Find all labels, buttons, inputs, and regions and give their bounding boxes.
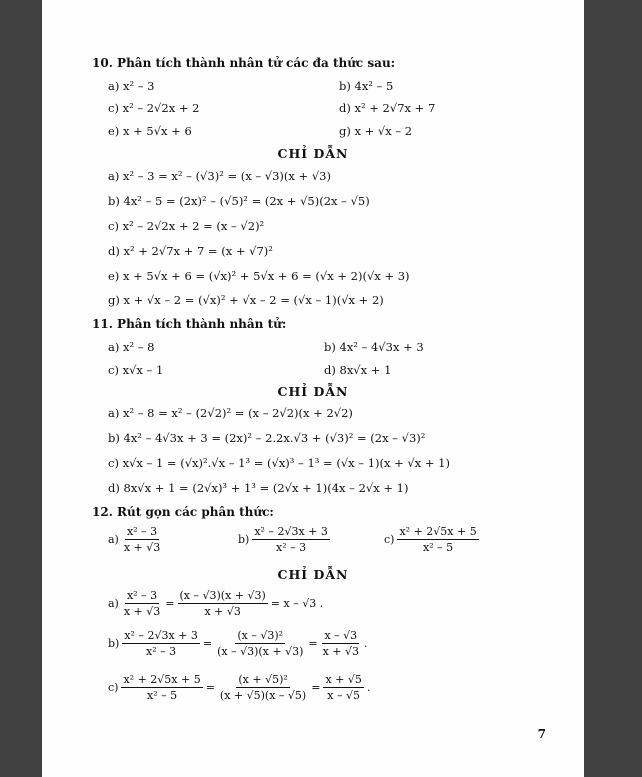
numerator: (x + √5)² bbox=[238, 673, 288, 686]
p12-item-c bbox=[384, 525, 482, 554]
p11-item-a: a) x² – 8 bbox=[108, 340, 155, 354]
p10-item-a: a) x² – 3 bbox=[108, 79, 155, 93]
numerator: x² – 3 bbox=[127, 589, 158, 602]
numerator: x² + 2√5x + 5 bbox=[123, 673, 201, 686]
p11-solution-c: c) x√x – 1 = (√x)².√x – 1³ = (√x)³ – 1³ = (√x – 1)(x + √x + 1) bbox=[108, 456, 450, 470]
p10-item-c: c) x² – 2√2x + 2 bbox=[108, 101, 200, 115]
p10-solution-c: c) x² – 2√2x + 2 = (x – √2)² bbox=[108, 219, 265, 233]
result-tail: . bbox=[364, 637, 368, 650]
p12-solution-a bbox=[108, 589, 323, 618]
fraction bbox=[178, 589, 268, 618]
p10-solution-b: b) 4x² – 5 = (2x)² – (√5)² = (2x + √5)(2x – √5) bbox=[108, 194, 370, 208]
denominator: (x – √3)(x + √3) bbox=[217, 645, 304, 658]
p12-item-b-fraction bbox=[252, 525, 330, 554]
numerator: x + √5 bbox=[325, 673, 362, 686]
numerator: (x – √3)(x + √3) bbox=[179, 589, 266, 602]
denominator: x² – 5 bbox=[423, 541, 454, 554]
denominator: x + √3 bbox=[322, 645, 360, 658]
p11-solution-b: b) 4x² – 4√3x + 3 = (2x)² – 2.2x.√3 + (√3)² = (2x – √3)² bbox=[108, 431, 426, 445]
p11-item-d: d) 8x√x + 1 bbox=[324, 363, 392, 377]
equals-sign: = bbox=[165, 597, 175, 610]
fraction bbox=[218, 673, 308, 702]
denominator: (x + √5)(x – √5) bbox=[219, 689, 307, 702]
p11-solution-a: a) x² – 8 = x² – (2√2)² = (x – 2√2)(x + 2√2) bbox=[108, 406, 353, 420]
p10-item-b: b) 4x² – 5 bbox=[339, 79, 394, 93]
p12-solution-b bbox=[108, 629, 368, 658]
p11-item-b: b) 4x² – 4√3x + 3 bbox=[324, 340, 424, 354]
p10-solution-d: d) x² + 2√7x + 7 = (x + √7)² bbox=[108, 244, 273, 258]
fraction bbox=[122, 589, 162, 618]
p12-item-a-label: a) bbox=[108, 533, 119, 546]
fraction bbox=[121, 673, 202, 702]
numerator: (x – √3)² bbox=[237, 629, 284, 642]
p11-guide-title: CHỈ DẪN bbox=[277, 384, 349, 399]
result-tail: = x – √3 . bbox=[270, 597, 324, 610]
numerator: x² – 2√3x + 3 bbox=[254, 525, 328, 538]
numerator: x² + 2√5x + 5 bbox=[399, 525, 477, 538]
p10-item-e: e) x + 5√x + 6 bbox=[108, 124, 192, 138]
denominator: x² – 3 bbox=[146, 645, 177, 658]
p12-item-b-label: b) bbox=[238, 533, 250, 546]
problem-11-heading: 11. Phân tích thành nhân tử: bbox=[92, 317, 287, 331]
document-page bbox=[42, 0, 584, 777]
numerator: x² – 3 bbox=[127, 525, 158, 538]
numerator: x² – 2√3x + 3 bbox=[124, 629, 198, 642]
p12-item-c-label: c) bbox=[384, 533, 395, 546]
equals-sign: = bbox=[202, 637, 213, 650]
p10-solution-g: g) x + √x – 2 = (√x)² + √x – 2 = (√x – 1)(√x + 2) bbox=[108, 293, 384, 307]
p12-solution-a-label: a) bbox=[108, 597, 119, 610]
fraction bbox=[321, 629, 361, 658]
p10-item-d: d) x² + 2√7x + 7 bbox=[339, 101, 436, 115]
equals-sign: = bbox=[311, 681, 321, 694]
p12-item-a-fraction bbox=[122, 525, 162, 554]
p12-guide-title: CHỈ DẪN bbox=[277, 567, 349, 582]
numerator: x – √3 bbox=[324, 629, 358, 642]
p10-guide-title: CHỈ DẪN bbox=[277, 146, 349, 161]
denominator: x + √3 bbox=[123, 541, 161, 554]
problem-10-heading: 10. Phân tích thành nhân tử các đa thức sau: bbox=[92, 56, 396, 70]
page-number: 7 bbox=[537, 727, 546, 741]
denominator: x² – 5 bbox=[147, 689, 178, 702]
fraction bbox=[323, 673, 363, 702]
problem-12-heading: 12. Rút gọn các phân thức: bbox=[92, 505, 274, 519]
p12-solution-c-label: c) bbox=[108, 681, 119, 694]
p12-solution-c bbox=[108, 673, 370, 702]
equals-sign: = bbox=[205, 681, 215, 694]
p10-solution-a: a) x² – 3 = x² – (√3)² = (x – √3)(x + √3) bbox=[108, 169, 331, 183]
equals-sign: = bbox=[308, 637, 318, 650]
denominator: x – √5 bbox=[327, 689, 360, 702]
p12-item-c-fraction bbox=[397, 525, 478, 554]
fraction bbox=[215, 629, 305, 658]
denominator: x² – 3 bbox=[276, 541, 307, 554]
fraction bbox=[122, 629, 200, 658]
p11-item-c: c) x√x – 1 bbox=[108, 363, 164, 377]
p10-solution-e: e) x + 5√x + 6 = (√x)² + 5√x + 6 = (√x + 2)(√x + 3) bbox=[108, 269, 410, 283]
p12-item-b bbox=[238, 525, 333, 554]
denominator: x + √3 bbox=[204, 605, 241, 618]
result-tail: . bbox=[366, 681, 371, 694]
denominator: x + √3 bbox=[123, 605, 161, 618]
p12-item-a bbox=[108, 525, 165, 554]
p11-solution-d: d) 8x√x + 1 = (2√x)³ + 1³ = (2√x + 1)(4x – 2√x + 1) bbox=[108, 481, 409, 495]
p10-item-g: g) x + √x – 2 bbox=[339, 124, 413, 138]
p12-solution-b-label: b) bbox=[108, 637, 120, 650]
